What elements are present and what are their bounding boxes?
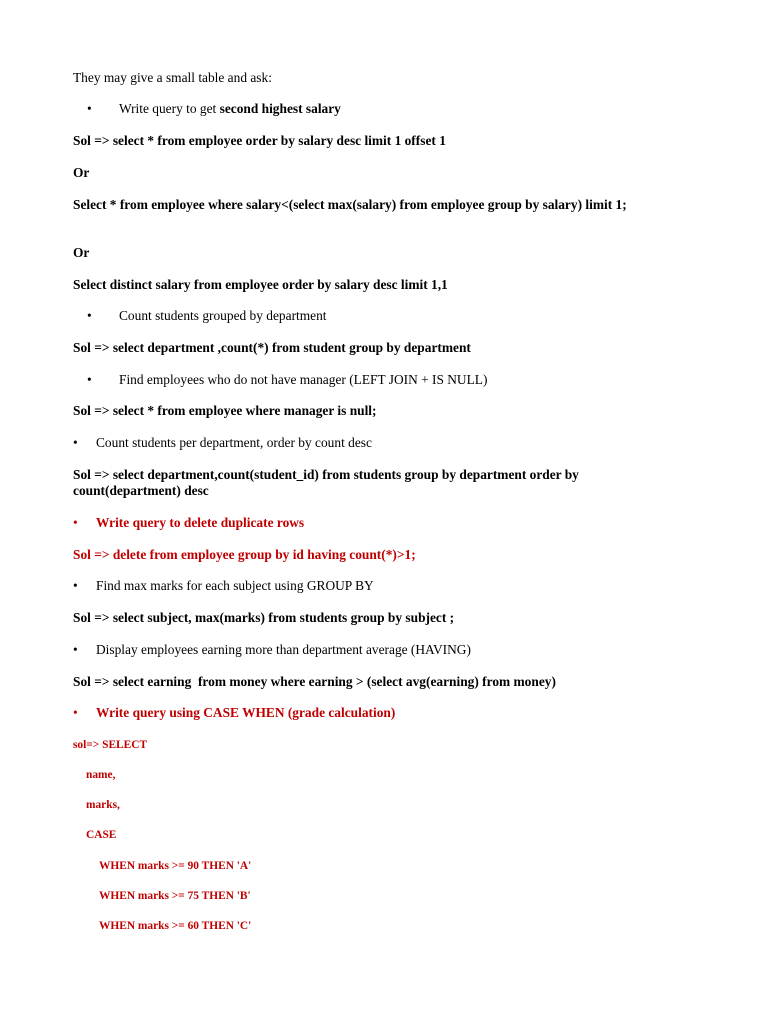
bullet-5: • <box>73 515 78 530</box>
bullet-7: • <box>73 642 78 657</box>
bullet-delete-duplicates: Write query to delete duplicate rows <box>96 515 305 530</box>
solution-4: Sol => select department ,count(*) from student group by department <box>73 340 471 355</box>
bullet-8: • <box>73 705 78 720</box>
bullet-second-highest-salary <box>119 101 341 117</box>
solution-5: Sol => select * from employee where manager is null; <box>73 403 377 418</box>
bullet-text-bold: second highest salary <box>219 101 341 116</box>
bullet-count-students: Count students grouped by department <box>119 308 327 323</box>
bullet-4: • <box>73 435 78 450</box>
or-2: Or <box>73 245 90 260</box>
code-line: CASE <box>86 829 117 841</box>
bullet-display-employees: Display employees earning more than department average (HAVING) <box>96 642 471 657</box>
solution-9: Sol => select earning from money where earning > (select avg(earning) from money) <box>73 674 556 689</box>
bullet-case-when: Write query using CASE WHEN (grade calculation) <box>96 705 396 720</box>
bullet-text-normal: Write query to get <box>119 101 220 116</box>
solution-7: Sol => delete from employee group by id having count(*)>1; <box>73 547 416 562</box>
code-line: WHEN marks >= 90 THEN 'A' <box>99 860 252 872</box>
bullet-2: • <box>87 308 92 323</box>
bullet-count-per-department: Count students per department, order by count desc <box>96 435 372 450</box>
bullet-3: • <box>87 372 92 387</box>
bullet-max-marks: Find max marks for each subject using GROUP BY <box>96 578 374 593</box>
code-line: WHEN marks >= 60 THEN 'C' <box>99 920 252 932</box>
or-1: Or <box>73 165 90 180</box>
solution-1: Sol => select * from employee order by salary desc limit 1 offset 1 <box>73 133 446 148</box>
code-line: WHEN marks >= 75 THEN 'B' <box>99 890 251 902</box>
solution-3: Select distinct salary from employee order by salary desc limit 1,1 <box>73 277 448 292</box>
bullet-6: • <box>73 578 78 593</box>
solution-2: Select * from employee where salary<(select max(salary) from employee group by salary) limit 1; <box>73 197 627 212</box>
solution-6: Sol => select department,count(student_id) from students group by department order by count(department) desc <box>73 467 579 498</box>
code-line: sol=> SELECT <box>73 739 148 751</box>
code-line: marks, <box>86 799 120 811</box>
intro-text: They may give a small table and ask: <box>73 70 272 85</box>
bullet-find-employees: Find employees who do not have manager (LEFT JOIN + IS NULL) <box>119 372 488 387</box>
bullet-1: • <box>87 101 92 116</box>
code-line: name, <box>86 769 116 781</box>
solution-8: Sol => select subject, max(marks) from students group by subject ; <box>73 610 455 625</box>
